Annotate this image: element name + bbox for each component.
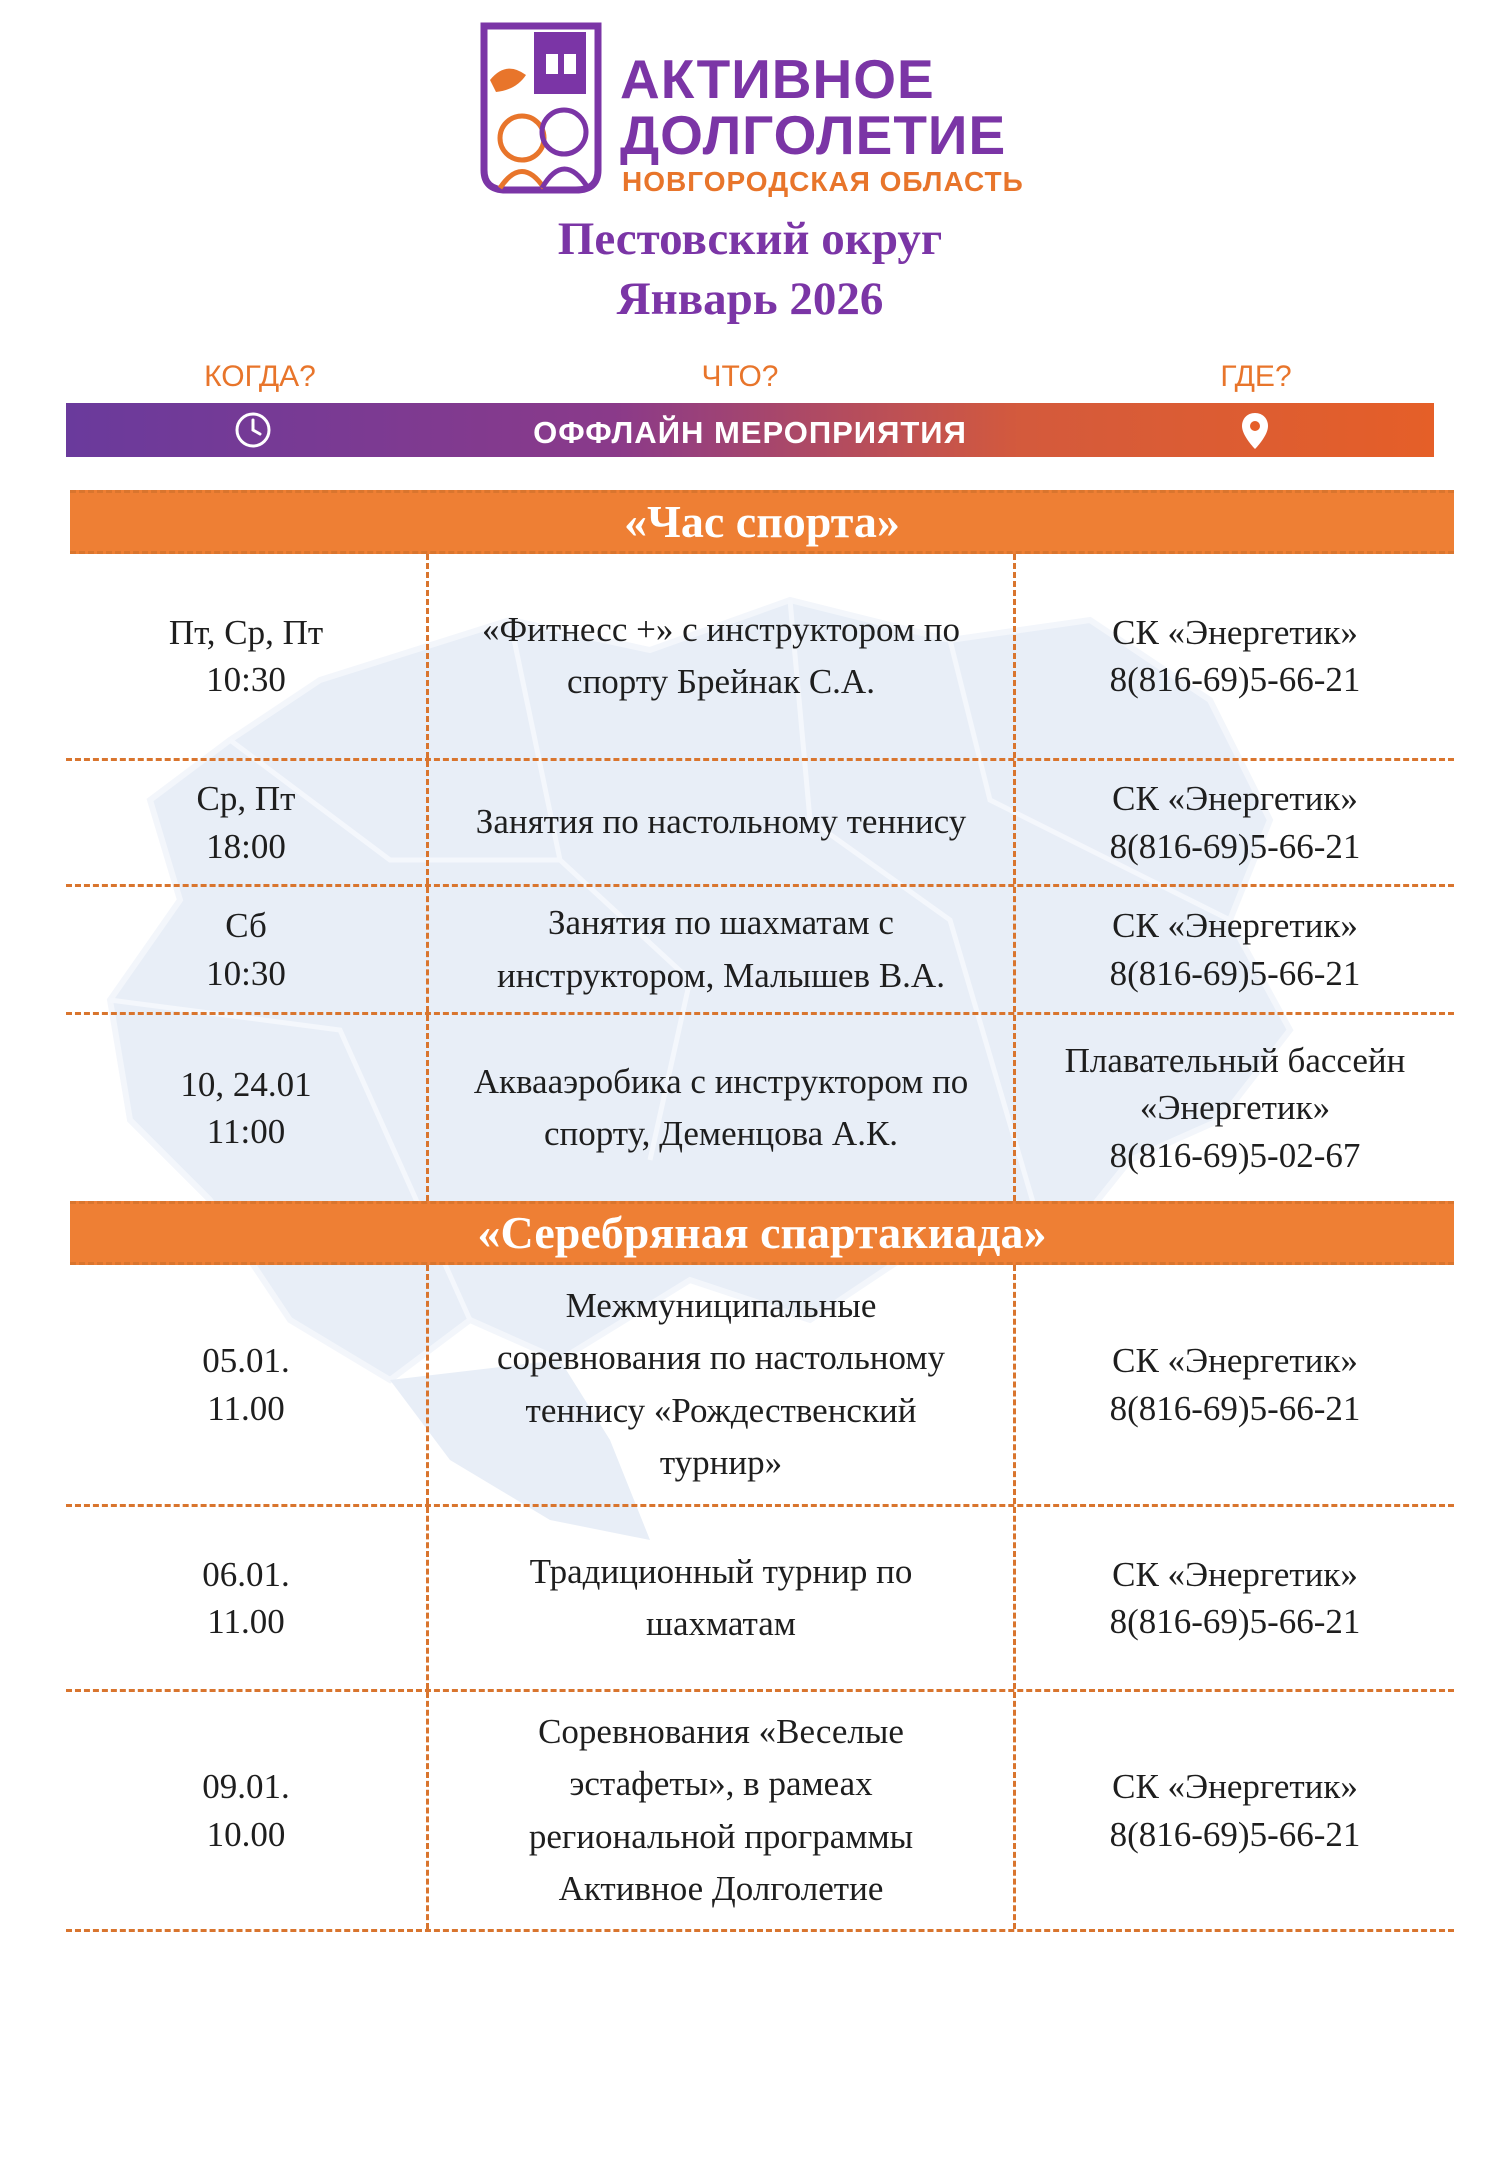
where-text: СК «Энергетик» 8(816-69)5-66-21: [1109, 1341, 1361, 1428]
cell-where: [1016, 1015, 1454, 1201]
column-header-when: КОГДА?: [204, 360, 316, 393]
cell-what: [426, 761, 1016, 884]
cell-what: [426, 554, 1016, 758]
what-text: Межмуниципальные соревнования по настольному теннису «Рождественский турнир»: [496, 1285, 946, 1482]
cell-when: [66, 761, 426, 884]
cell-where: [1016, 1265, 1454, 1504]
cell-when: [66, 887, 426, 1012]
when-text: 09.01. 10.00: [202, 1767, 290, 1854]
where-text: СК «Энергетик» 8(816-69)5-66-21: [1109, 906, 1361, 993]
column-header-what: ЧТО?: [701, 360, 779, 393]
cell-what: [426, 1015, 1016, 1201]
what-text: Занятия по настольному теннису: [475, 802, 967, 842]
region-title: Пестовский округ: [557, 213, 943, 265]
logo-subtitle: НОВГОРОДСКАЯ ОБЛАСТЬ: [622, 166, 1024, 197]
when-text: 10, 24.01 11:00: [180, 1064, 312, 1151]
where-text: СК «Энергетик» 8(816-69)5-66-21: [1109, 612, 1361, 699]
where-text: СК «Энергетик» 8(816-69)5-66-21: [1109, 779, 1361, 866]
table-row: [66, 1692, 1454, 1932]
when-text: Сб 10:30: [206, 906, 286, 993]
banner-label: ОФФЛАЙН МЕРОПРИЯТИЯ: [533, 415, 967, 450]
cell-where: [1016, 887, 1454, 1012]
cell-what: [426, 1507, 1016, 1689]
what-text: Традиционный турнир по шахматам: [529, 1551, 913, 1643]
offline-events-banner: [66, 403, 1434, 457]
cell-what: [426, 1692, 1016, 1929]
logo-emblem-icon: [476, 20, 606, 195]
when-text: 06.01. 11.00: [202, 1554, 290, 1641]
cell-where: [1016, 761, 1454, 884]
table-row: [66, 761, 1454, 887]
section-header-silver-spartakiad: [70, 1201, 1454, 1265]
cell-what: [426, 887, 1016, 1012]
when-text: Пт, Ср, Пт 10:30: [168, 612, 324, 699]
section-header-sport-hour: [70, 490, 1454, 554]
section-title: «Серебряная спартакиада»: [477, 1207, 1047, 1258]
cell-when: [66, 1015, 426, 1201]
cell-where: [1016, 554, 1454, 758]
table-row: [66, 1015, 1454, 1201]
what-text: Аквааэробика с инструктором по спорту, Деменцова А.К.: [473, 1061, 969, 1153]
month-title: Январь 2026: [616, 273, 884, 325]
when-text: 05.01. 11.00: [202, 1341, 290, 1428]
cell-when: [66, 554, 426, 758]
cell-what: [426, 1265, 1016, 1504]
logo-title-line1: АКТИВНОЕ: [620, 48, 935, 110]
section-title: «Час спорта»: [624, 496, 900, 547]
cell-when: [66, 1507, 426, 1689]
cell-where: [1016, 1692, 1454, 1929]
where-text: СК «Энергетик» 8(816-69)5-66-21: [1109, 1554, 1361, 1641]
where-text: СК «Энергетик» 8(816-69)5-66-21: [1109, 1767, 1361, 1854]
column-header-where: ГДЕ?: [1220, 360, 1292, 393]
what-text: «Фитнесс +» с инструктором по спорту Брейнак С.А.: [481, 609, 960, 701]
table-row: [66, 1265, 1454, 1507]
cell-when: [66, 1692, 426, 1929]
when-text: Ср, Пт 18:00: [196, 779, 296, 866]
table-row: [66, 887, 1454, 1015]
where-text: Плавательный бассейн «Энергетик» 8(816-69)5-02-67: [1064, 1041, 1406, 1175]
cell-when: [66, 1265, 426, 1504]
location-pin-icon: [1239, 411, 1271, 451]
table-row: [66, 1507, 1454, 1692]
active-longevity-logo: [476, 20, 1036, 200]
table-row: [66, 554, 1454, 761]
what-text: Соревнования «Веселые эстафеты», в рамеах региональной программы Активное Долголетие: [528, 1711, 914, 1908]
cell-where: [1016, 1507, 1454, 1689]
what-text: Занятия по шахматам с инструктором, Малышев В.А.: [497, 903, 945, 995]
logo-title-line2: ДОЛГОЛЕТИЕ: [620, 104, 1007, 166]
